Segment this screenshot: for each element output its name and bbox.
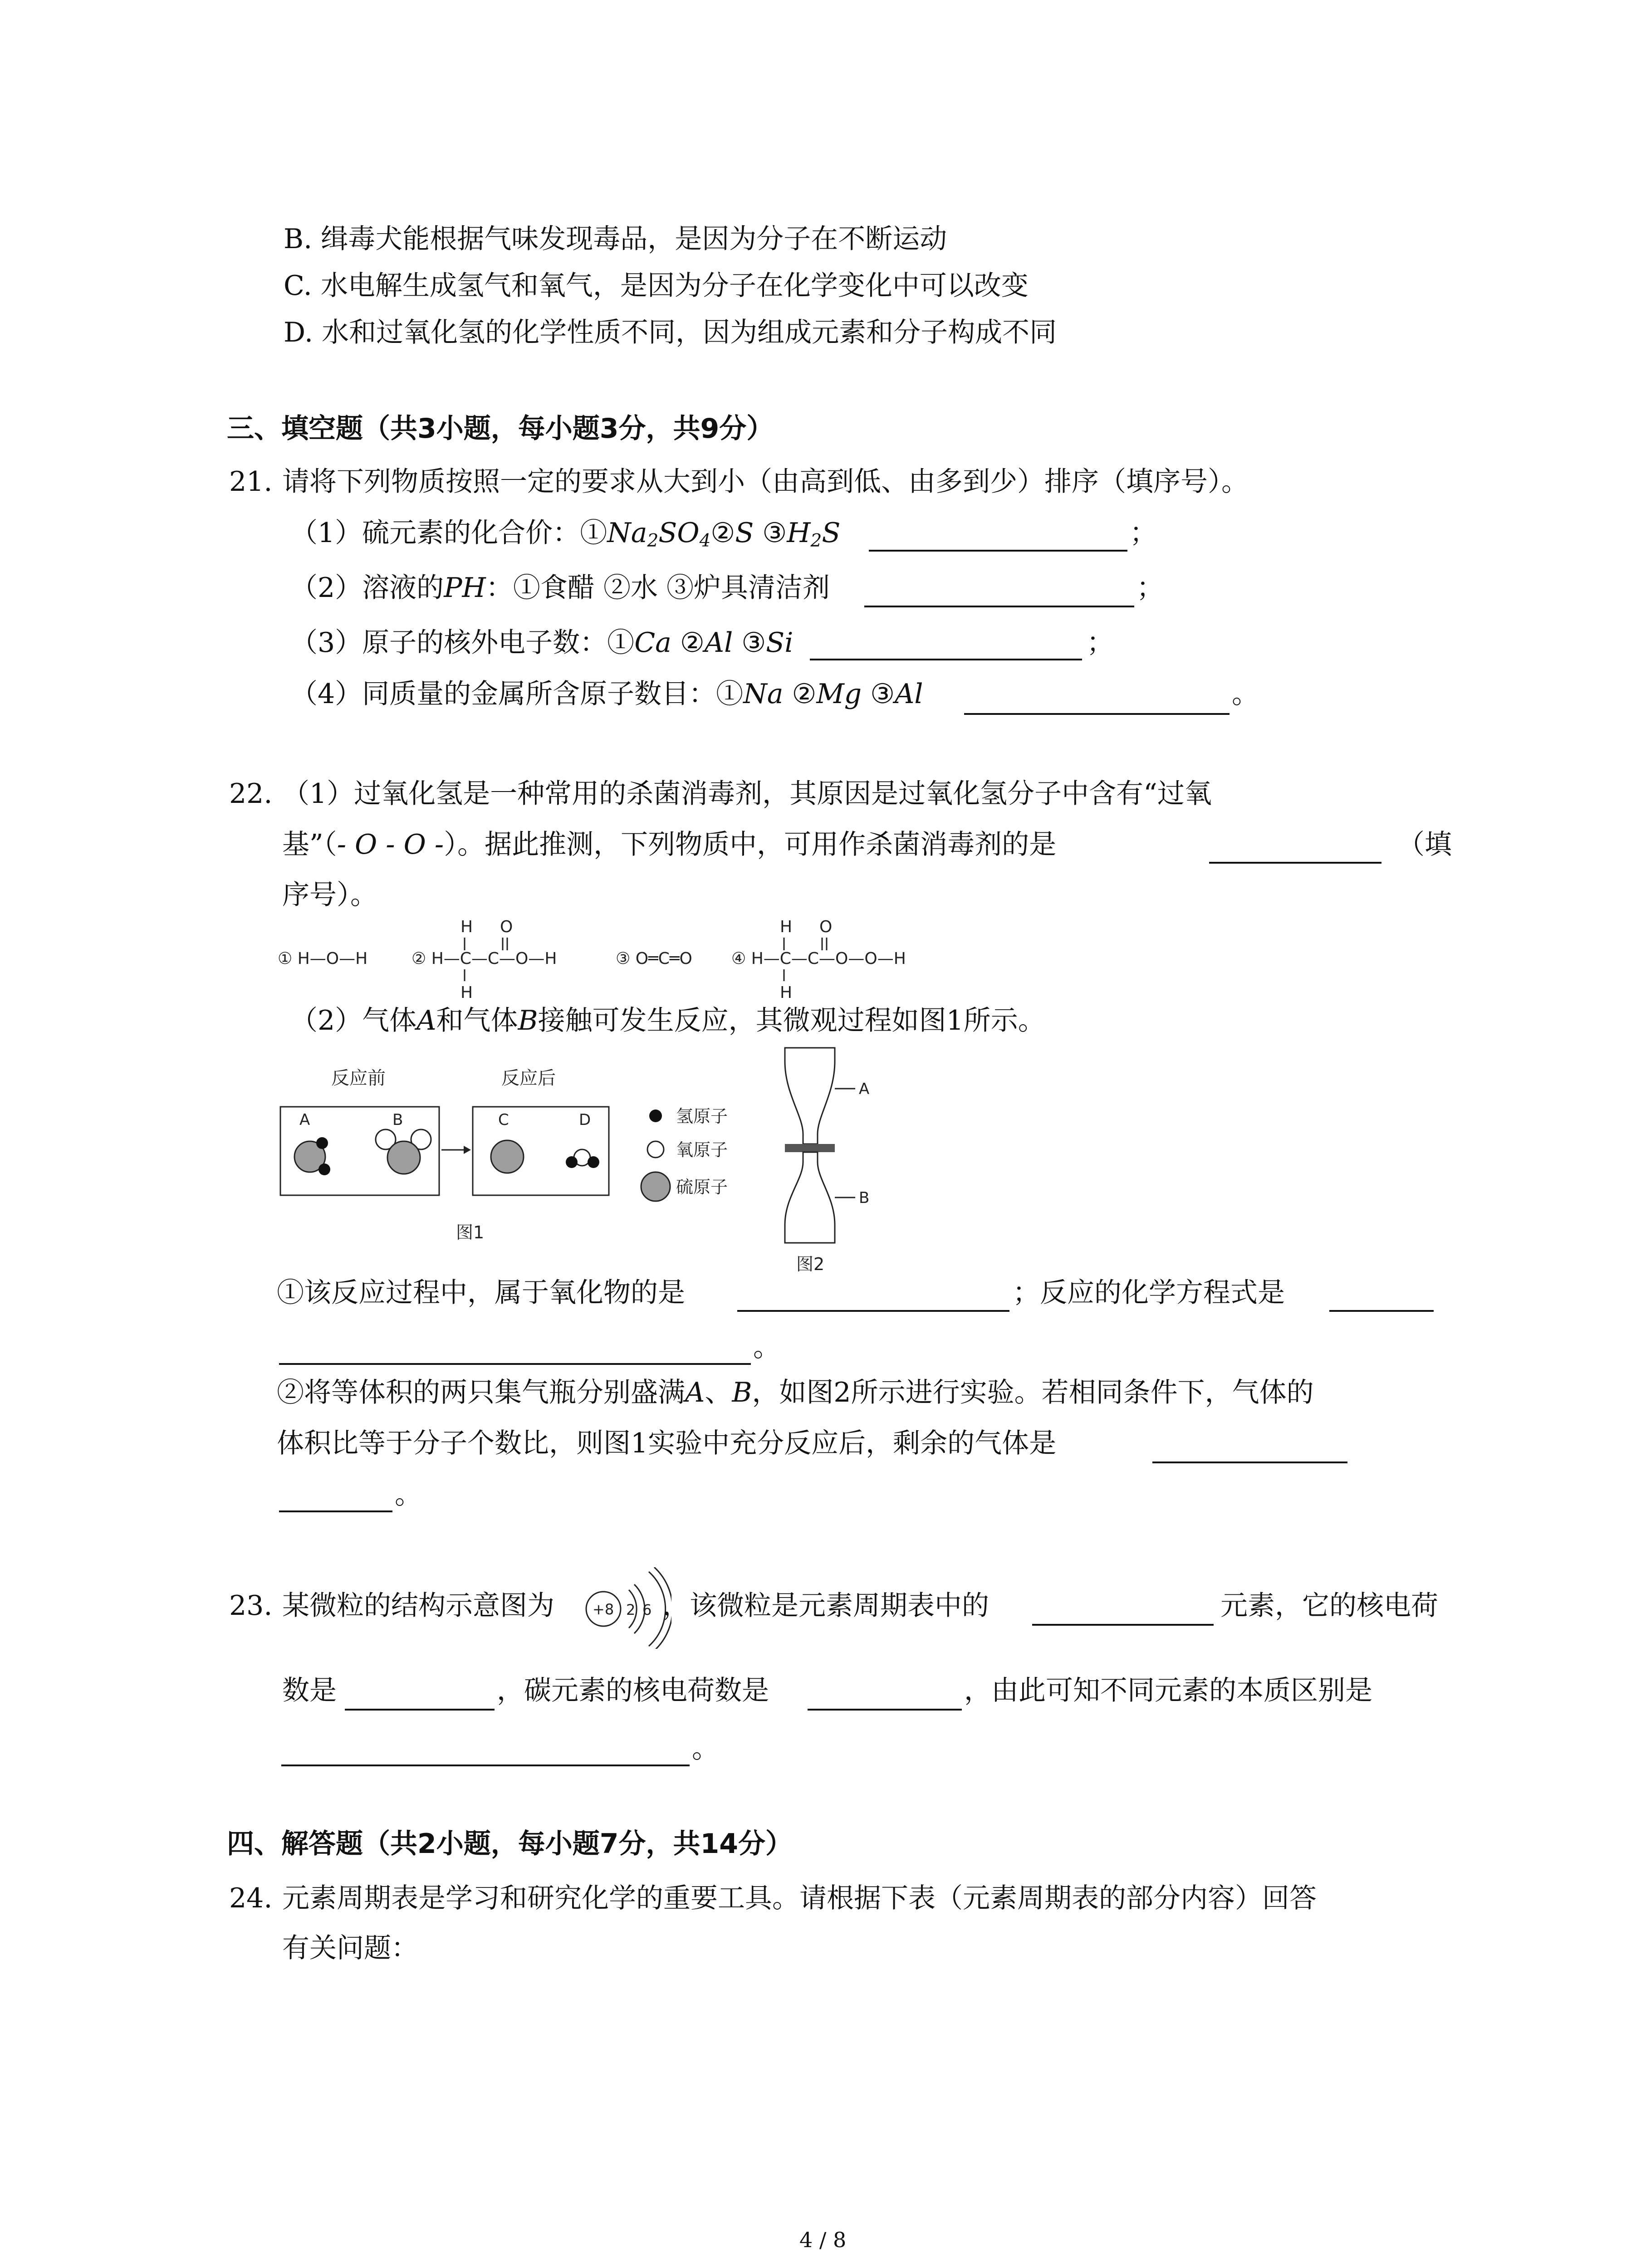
q23-answer-blank-element[interactable]	[1032, 1624, 1214, 1626]
svg-text:C: C	[498, 1111, 509, 1129]
svg-text:A: A	[299, 1111, 310, 1129]
formula-4: ④ H—C—C—O—O—H	[731, 949, 906, 968]
q23-line1c: 元素，它的核电荷	[1220, 1590, 1438, 1622]
q21-part1-end: ；	[1130, 517, 1157, 549]
q22-part2-intro: （2）气体A和气体B接触可发生反应，其微观过程如图1所示。	[290, 1005, 1045, 1036]
q24-line2: 有关问题：	[282, 1932, 418, 1964]
q22-line2: 基”（- O - O -）。据此推测，下列物质中，可用作杀菌消毒剂的是	[282, 829, 1057, 860]
legend-hydrogen: 氢原子	[676, 1106, 728, 1126]
formula-3: ③ O═C═O	[616, 949, 692, 968]
option-c: C. 水电解生成氢气和氧气，是因为分子在化学变化中可以改变	[284, 270, 1029, 302]
legend-sulfur: 硫原子	[676, 1177, 728, 1197]
q23-number: 23.	[229, 1590, 273, 1622]
option-b: B. 缉毒犬能根据气味发现毒品，是因为分子在不断运动	[284, 223, 947, 255]
q23-line2b: ，碳元素的核电荷数是	[497, 1675, 769, 1706]
hydrogen-atom	[316, 1137, 328, 1149]
q22-answer-blank-1[interactable]	[1209, 862, 1381, 864]
q22-sub1: ①该反应过程中，属于氧化物的是	[277, 1277, 685, 1309]
q23-answer-blank-difference[interactable]	[281, 1765, 690, 1766]
q21-stem: 请将下列物质按照一定的要求从大到小（由高到低、由多到少）排序（填序号）。	[282, 466, 1249, 498]
formula-2: ② H—C—C—O—H	[411, 949, 557, 968]
q22-answer-blank-equation-cont[interactable]	[279, 1363, 751, 1365]
atom-h: H	[460, 983, 473, 1002]
section-heading-answer: 四、解答题（共2小题，每小题7分，共14分）	[227, 1828, 793, 1860]
page-number: 4 / 8	[799, 2228, 847, 2252]
figure-1-caption: 图1	[456, 1222, 485, 1242]
atom-h: H	[780, 918, 793, 936]
hydrogen-atom	[318, 1163, 330, 1175]
q21-part4: （4）同质量的金属所含原子数目：①Na ②Mg ③Al	[290, 678, 923, 710]
q23-line1b: ，该微粒是元素周期表中的	[662, 1590, 989, 1622]
q23-answer-blank-carbon[interactable]	[808, 1709, 962, 1711]
q22-answer-blank-equation[interactable]	[1329, 1310, 1434, 1312]
figure-2-caption: 图2	[796, 1254, 825, 1274]
atom-o: O	[819, 918, 833, 936]
atom-o: O	[500, 918, 513, 936]
q22-sub2-line1: ②将等体积的两只集气瓶分别盛满A、B，如图2所示进行实验。若相同条件下，气体的	[277, 1377, 1314, 1408]
figure-1-reaction	[277, 1061, 785, 1270]
q21-part2: （2）溶液的PH：①食醋 ②水 ③炉具清洁剂	[290, 572, 830, 604]
q23-line3-end: 。	[692, 1733, 719, 1765]
q23-answer-blank-charge[interactable]	[345, 1709, 495, 1711]
q21-part4-end: 。	[1232, 678, 1259, 710]
svg-text:B: B	[859, 1189, 870, 1207]
q22-answer-blank-oxide[interactable]	[737, 1310, 1009, 1312]
q22-line3: 序号）。	[282, 879, 377, 911]
structural-formulas	[278, 914, 940, 1005]
q24-line1: 元素周期表是学习和研究化学的重要工具。请根据下表（元素周期表的部分内容）回答	[282, 1882, 1317, 1914]
q22-sub2-end: 。	[395, 1479, 422, 1510]
formula-1: ① H—O—H	[278, 949, 368, 968]
hydrogen-atom	[566, 1156, 578, 1168]
section-heading-fill-in: 三、填空题（共3小题，每小题3分，共9分）	[227, 413, 774, 445]
q21-part3: （3）原子的核外电子数：①Ca ②Al ③Si	[290, 627, 794, 659]
label-before: 反应前	[331, 1068, 386, 1089]
q21-answer-blank-4[interactable]	[964, 713, 1230, 715]
q23-line1a: 某微粒的结构示意图为	[282, 1590, 554, 1622]
svg-text:+8: +8	[593, 1601, 614, 1618]
svg-text:B: B	[392, 1111, 403, 1129]
svg-text:D: D	[579, 1111, 591, 1129]
atomic-structure-diagram	[581, 1567, 671, 1649]
legend-oxygen: 氧原子	[676, 1140, 728, 1160]
label-after: 反应后	[501, 1068, 556, 1089]
q22-line1: （1）过氧化氢是一种常用的杀菌消毒剂，其原因是过氧化氢分子中含有“过氧	[282, 778, 1212, 810]
q23-line2c: ，由此可知不同元素的本质区别是	[964, 1675, 1372, 1706]
q22-answer-blank-remaining-cont[interactable]	[279, 1510, 392, 1512]
sulfur-atom	[387, 1141, 420, 1174]
q21-part2-end: ；	[1136, 572, 1164, 604]
hydrogen-atom	[588, 1156, 599, 1168]
q21-number: 21.	[229, 466, 273, 498]
q23-line2a: 数是	[282, 1675, 337, 1706]
q21-part1: （1）硫元素的化合价：$①Na_2SO_4②S$ $③H_2S$	[290, 517, 841, 551]
q22-sub1-end: 。	[753, 1331, 780, 1363]
q21-answer-blank-3[interactable]	[810, 659, 1082, 660]
q22-number: 22.	[229, 778, 273, 810]
sulfur-atom	[491, 1140, 524, 1173]
svg-text:A: A	[859, 1080, 870, 1098]
q22-sub1-b: ；反应的化学方程式是	[1013, 1277, 1285, 1309]
q22-line2-end: （填	[1397, 829, 1452, 860]
figure-2-gas-jars	[767, 1043, 885, 1279]
svg-text:6: 6	[642, 1601, 652, 1618]
q22-sub2-line2: 体积比等于分子个数比，则图1实验中充分反应后，剩余的气体是	[277, 1427, 1057, 1459]
q24-number: 24.	[229, 1882, 273, 1914]
q21-part3-end: ；	[1087, 627, 1114, 659]
q22-answer-blank-remaining[interactable]	[1152, 1461, 1347, 1463]
q21-answer-blank-2[interactable]	[864, 606, 1134, 607]
atom-h: H	[460, 918, 473, 936]
atom-h: H	[780, 983, 793, 1002]
option-d: D. 水和过氧化氢的化学性质不同，因为组成元素和分子构成不同	[284, 317, 1057, 348]
q21-answer-blank-1[interactable]	[869, 550, 1127, 552]
svg-text:2: 2	[626, 1601, 636, 1618]
